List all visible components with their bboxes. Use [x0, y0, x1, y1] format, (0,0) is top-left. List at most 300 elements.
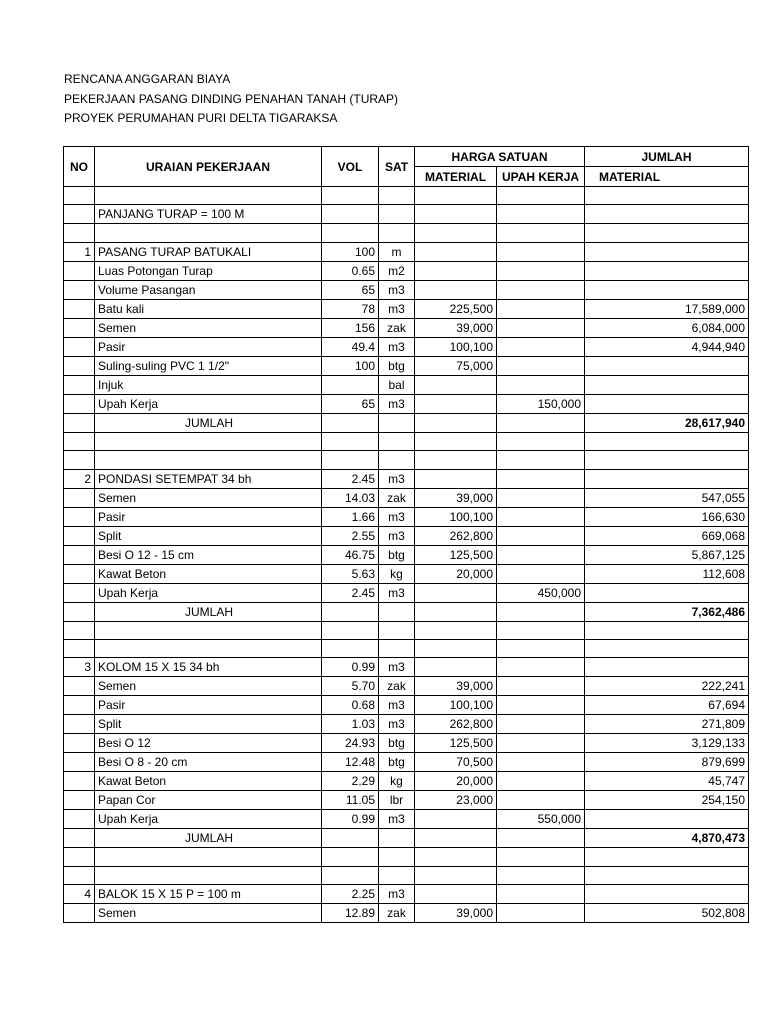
cell-vol: 1.03 — [322, 715, 379, 734]
cell-no — [64, 866, 95, 884]
cell-jumlah-material: 6,084,000 — [585, 318, 749, 337]
cell-harga-upah — [497, 545, 585, 564]
cell-jumlah-material: 5,867,125 — [585, 545, 749, 564]
table-row — [64, 639, 749, 657]
cell-vol: 0.99 — [322, 658, 379, 677]
cell-sat: m2 — [379, 261, 415, 280]
cell-no — [64, 526, 95, 545]
cell-harga-upah — [497, 299, 585, 318]
cell-sat: btg — [379, 734, 415, 753]
cell-sat: m3 — [379, 658, 415, 677]
cell-harga-upah — [497, 526, 585, 545]
cell-no: 1 — [64, 242, 95, 261]
cell-jumlah-material — [585, 848, 749, 866]
cell-sat: zak — [379, 318, 415, 337]
table-row — [64, 318, 749, 337]
table-row — [64, 187, 749, 205]
cell-sat — [379, 848, 415, 866]
cell-no — [64, 224, 95, 242]
table-row — [64, 658, 749, 677]
table-row — [64, 280, 749, 299]
rab-table — [63, 146, 749, 923]
cell-harga-material: 39,000 — [415, 904, 497, 923]
cell-harga-upah — [497, 224, 585, 242]
cell-harga-upah — [497, 413, 585, 432]
cell-no — [64, 639, 95, 657]
cell-harga-material: 225,500 — [415, 299, 497, 318]
table-row — [64, 848, 749, 866]
cell-harga-upah — [497, 375, 585, 394]
cell-no — [64, 696, 95, 715]
cell-vol: 156 — [322, 318, 379, 337]
cell-jumlah-material: 3,129,133 — [585, 734, 749, 753]
cell-vol: 65 — [322, 280, 379, 299]
cell-harga-material — [415, 885, 497, 904]
cell-sat — [379, 621, 415, 639]
table-row — [64, 791, 749, 810]
cell-harga-upah — [497, 242, 585, 261]
cell-uraian: Semen — [95, 904, 322, 923]
cell-uraian — [95, 224, 322, 242]
cell-jumlah-material — [585, 621, 749, 639]
cell-no — [64, 394, 95, 413]
cell-sat: m3 — [379, 810, 415, 829]
table-row — [64, 375, 749, 394]
cell-harga-material — [415, 583, 497, 602]
cell-uraian: KOLOM 15 X 15 34 bh — [95, 658, 322, 677]
cell-uraian: Semen — [95, 677, 322, 696]
cell-vol: 0.68 — [322, 696, 379, 715]
cell-harga-upah — [497, 488, 585, 507]
cell-jumlah-material: 17,589,000 — [585, 299, 749, 318]
cell-vol — [322, 375, 379, 394]
table-row — [64, 526, 749, 545]
cell-vol: 1.66 — [322, 507, 379, 526]
cell-uraian: PANJANG TURAP = 100 M — [95, 205, 322, 224]
title-line-1: RENCANA ANGGARAN BIAYA — [64, 72, 231, 86]
cell-vol — [322, 187, 379, 205]
table-row — [64, 205, 749, 224]
cell-jumlah-material: 254,150 — [585, 791, 749, 810]
cell-harga-material: 100,100 — [415, 337, 497, 356]
cell-sat: m3 — [379, 394, 415, 413]
cell-sat: bal — [379, 375, 415, 394]
cell-vol: 2.45 — [322, 469, 379, 488]
cell-vol: 49.4 — [322, 337, 379, 356]
cell-no — [64, 356, 95, 375]
cell-jumlah-material: 271,809 — [585, 715, 749, 734]
cell-jumlah-material — [585, 205, 749, 224]
table-row — [64, 772, 749, 791]
cell-no — [64, 507, 95, 526]
header-vol: VOL — [322, 147, 379, 187]
cell-harga-upah: 450,000 — [497, 583, 585, 602]
cell-no — [64, 772, 95, 791]
cell-harga-upah — [497, 715, 585, 734]
cell-harga-material: 125,500 — [415, 734, 497, 753]
cell-harga-upah — [497, 658, 585, 677]
cell-harga-upah — [497, 602, 585, 621]
cell-no — [64, 187, 95, 205]
cell-uraian: PASANG TURAP BATUKALI — [95, 242, 322, 261]
cell-no — [64, 904, 95, 923]
cell-vol: 24.93 — [322, 734, 379, 753]
table-row — [64, 677, 749, 696]
header-jumlah: JUMLAH — [585, 147, 749, 167]
cell-harga-upah — [497, 451, 585, 469]
cell-no — [64, 715, 95, 734]
table-row — [64, 432, 749, 450]
table-row — [64, 696, 749, 715]
header-material-jumlah: MATERIAL — [585, 167, 749, 187]
cell-no — [64, 280, 95, 299]
cell-no — [64, 583, 95, 602]
cell-harga-material — [415, 375, 497, 394]
spreadsheet — [63, 146, 745, 946]
cell-uraian: Pasir — [95, 696, 322, 715]
cell-vol — [322, 848, 379, 866]
cell-harga-upah — [497, 791, 585, 810]
cell-jumlah-material: 28,617,940 — [585, 413, 749, 432]
cell-no — [64, 318, 95, 337]
cell-vol — [322, 224, 379, 242]
cell-harga-upah — [497, 507, 585, 526]
cell-sat: m3 — [379, 507, 415, 526]
table-row — [64, 299, 749, 318]
table-row — [64, 753, 749, 772]
cell-vol — [322, 432, 379, 450]
cell-jumlah-material — [585, 658, 749, 677]
cell-uraian: Injuk — [95, 375, 322, 394]
cell-harga-material — [415, 242, 497, 261]
cell-harga-upah — [497, 848, 585, 866]
cell-harga-material — [415, 451, 497, 469]
cell-uraian: Split — [95, 715, 322, 734]
cell-harga-material: 100,100 — [415, 696, 497, 715]
cell-harga-material — [415, 261, 497, 280]
cell-jumlah-material — [585, 810, 749, 829]
cell-vol: 12.89 — [322, 904, 379, 923]
cell-sat: m — [379, 242, 415, 261]
cell-jumlah-material: 7,362,486 — [585, 602, 749, 621]
cell-harga-upah — [497, 280, 585, 299]
cell-uraian: PONDASI SETEMPAT 34 bh — [95, 469, 322, 488]
cell-harga-material — [415, 866, 497, 884]
cell-vol — [322, 866, 379, 884]
cell-harga-material: 75,000 — [415, 356, 497, 375]
cell-sat: m3 — [379, 583, 415, 602]
cell-jumlah-material: 166,630 — [585, 507, 749, 526]
cell-harga-upah — [497, 621, 585, 639]
cell-no: 2 — [64, 469, 95, 488]
cell-uraian — [95, 848, 322, 866]
cell-uraian: Upah Kerja — [95, 583, 322, 602]
cell-no — [64, 810, 95, 829]
header-uraian: URAIAN PEKERJAAN — [95, 147, 322, 187]
cell-harga-upah — [497, 261, 585, 280]
cell-harga-material — [415, 658, 497, 677]
cell-jumlah-material — [585, 885, 749, 904]
cell-harga-material — [415, 621, 497, 639]
cell-no — [64, 488, 95, 507]
cell-harga-upah — [497, 866, 585, 884]
table-row — [64, 507, 749, 526]
cell-harga-material — [415, 280, 497, 299]
cell-vol — [322, 829, 379, 848]
cell-sat: kg — [379, 772, 415, 791]
header-no: NO — [64, 147, 95, 187]
cell-uraian: Volume Pasangan — [95, 280, 322, 299]
cell-vol: 14.03 — [322, 488, 379, 507]
table-row — [64, 564, 749, 583]
cell-vol: 78 — [322, 299, 379, 318]
cell-harga-material — [415, 205, 497, 224]
cell-harga-material: 262,800 — [415, 715, 497, 734]
cell-sat: lbr — [379, 791, 415, 810]
cell-harga-material — [415, 394, 497, 413]
cell-jumlah-material — [585, 280, 749, 299]
cell-uraian: JUMLAH — [95, 413, 322, 432]
cell-no — [64, 621, 95, 639]
cell-harga-upah — [497, 639, 585, 657]
cell-uraian: Kawat Beton — [95, 564, 322, 583]
table-row — [64, 469, 749, 488]
cell-no: 4 — [64, 885, 95, 904]
cell-sat: m3 — [379, 337, 415, 356]
cell-harga-material: 100,100 — [415, 507, 497, 526]
cell-vol: 100 — [322, 242, 379, 261]
cell-harga-upah — [497, 337, 585, 356]
cell-jumlah-material — [585, 432, 749, 450]
table-row — [64, 602, 749, 621]
cell-sat — [379, 829, 415, 848]
cell-harga-upah — [497, 318, 585, 337]
cell-harga-material — [415, 848, 497, 866]
cell-sat — [379, 224, 415, 242]
cell-uraian: Besi O 8 - 20 cm — [95, 753, 322, 772]
table-row — [64, 356, 749, 375]
cell-jumlah-material: 669,068 — [585, 526, 749, 545]
cell-harga-upah — [497, 205, 585, 224]
cell-sat: m3 — [379, 696, 415, 715]
cell-vol: 100 — [322, 356, 379, 375]
cell-vol: 5.70 — [322, 677, 379, 696]
cell-vol: 0.99 — [322, 810, 379, 829]
cell-harga-upah — [497, 885, 585, 904]
cell-jumlah-material: 547,055 — [585, 488, 749, 507]
cell-no — [64, 753, 95, 772]
cell-harga-upah — [497, 564, 585, 583]
cell-uraian: Batu kali — [95, 299, 322, 318]
cell-vol — [322, 602, 379, 621]
cell-harga-upah — [497, 187, 585, 205]
cell-harga-material: 125,500 — [415, 545, 497, 564]
cell-uraian — [95, 866, 322, 884]
cell-harga-upah — [497, 432, 585, 450]
cell-uraian: Semen — [95, 318, 322, 337]
cell-sat: zak — [379, 677, 415, 696]
cell-sat: kg — [379, 564, 415, 583]
cell-sat: m3 — [379, 299, 415, 318]
cell-harga-upah — [497, 677, 585, 696]
cell-vol: 2.25 — [322, 885, 379, 904]
cell-vol — [322, 205, 379, 224]
cell-harga-material — [415, 810, 497, 829]
cell-uraian — [95, 639, 322, 657]
cell-harga-material: 39,000 — [415, 677, 497, 696]
table-row — [64, 904, 749, 923]
cell-vol: 2.29 — [322, 772, 379, 791]
cell-vol: 2.45 — [322, 583, 379, 602]
document-titles — [64, 70, 398, 129]
cell-no — [64, 261, 95, 280]
cell-uraian — [95, 432, 322, 450]
table-row — [64, 885, 749, 904]
cell-sat — [379, 602, 415, 621]
cell-jumlah-material — [585, 224, 749, 242]
cell-harga-material: 23,000 — [415, 791, 497, 810]
cell-harga-material: 70,500 — [415, 753, 497, 772]
cell-sat: m3 — [379, 469, 415, 488]
cell-uraian: JUMLAH — [95, 602, 322, 621]
header-upah-kerja: UPAH KERJA — [497, 167, 585, 187]
cell-uraian: Kawat Beton — [95, 772, 322, 791]
cell-jumlah-material — [585, 356, 749, 375]
cell-no — [64, 375, 95, 394]
cell-jumlah-material: 502,808 — [585, 904, 749, 923]
cell-sat: btg — [379, 356, 415, 375]
cell-no — [64, 413, 95, 432]
cell-jumlah-material: 4,944,940 — [585, 337, 749, 356]
cell-vol — [322, 451, 379, 469]
cell-harga-material: 39,000 — [415, 318, 497, 337]
cell-harga-material — [415, 602, 497, 621]
cell-harga-material: 20,000 — [415, 564, 497, 583]
table-row — [64, 394, 749, 413]
cell-uraian: Semen — [95, 488, 322, 507]
cell-sat: zak — [379, 488, 415, 507]
cell-uraian: Upah Kerja — [95, 810, 322, 829]
cell-sat — [379, 432, 415, 450]
cell-sat — [379, 639, 415, 657]
cell-harga-material: 262,800 — [415, 526, 497, 545]
cell-sat — [379, 866, 415, 884]
cell-vol — [322, 639, 379, 657]
table-row — [64, 261, 749, 280]
cell-no — [64, 677, 95, 696]
cell-sat: btg — [379, 753, 415, 772]
cell-uraian — [95, 451, 322, 469]
cell-harga-material — [415, 413, 497, 432]
cell-no — [64, 451, 95, 469]
cell-harga-upah — [497, 734, 585, 753]
table-row — [64, 810, 749, 829]
cell-harga-material — [415, 187, 497, 205]
cell-uraian: Papan Cor — [95, 791, 322, 810]
cell-jumlah-material — [585, 639, 749, 657]
cell-vol: 11.05 — [322, 791, 379, 810]
cell-no — [64, 337, 95, 356]
cell-sat: m3 — [379, 715, 415, 734]
header-harga-satuan: HARGA SATUAN — [415, 147, 585, 167]
cell-jumlah-material — [585, 451, 749, 469]
cell-uraian: Besi O 12 - 15 cm — [95, 545, 322, 564]
cell-no — [64, 545, 95, 564]
cell-no — [64, 602, 95, 621]
cell-no — [64, 848, 95, 866]
cell-no — [64, 299, 95, 318]
title-line-3: PROYEK PERUMAHAN PURI DELTA TIGARAKSA — [64, 111, 338, 125]
header-sat: SAT — [379, 147, 415, 187]
cell-harga-material: 20,000 — [415, 772, 497, 791]
cell-vol — [322, 621, 379, 639]
title-line-2: PEKERJAAN PASANG DINDING PENAHAN TANAH (TURAP) — [64, 91, 399, 106]
cell-no — [64, 791, 95, 810]
cell-uraian: Pasir — [95, 507, 322, 526]
table-row — [64, 488, 749, 507]
cell-uraian — [95, 187, 322, 205]
cell-harga-material: 39,000 — [415, 488, 497, 507]
table-row — [64, 451, 749, 469]
cell-no — [64, 564, 95, 583]
cell-jumlah-material — [585, 261, 749, 280]
cell-harga-upah — [497, 772, 585, 791]
cell-harga-upah — [497, 829, 585, 848]
cell-sat: m3 — [379, 885, 415, 904]
cell-jumlah-material: 222,241 — [585, 677, 749, 696]
cell-harga-upah — [497, 753, 585, 772]
cell-harga-material — [415, 639, 497, 657]
cell-jumlah-material: 67,694 — [585, 696, 749, 715]
cell-jumlah-material: 112,608 — [585, 564, 749, 583]
table-row — [64, 734, 749, 753]
cell-uraian: JUMLAH — [95, 829, 322, 848]
cell-harga-material — [415, 469, 497, 488]
cell-jumlah-material — [585, 242, 749, 261]
cell-jumlah-material — [585, 187, 749, 205]
cell-jumlah-material — [585, 469, 749, 488]
cell-jumlah-material — [585, 394, 749, 413]
cell-sat — [379, 205, 415, 224]
cell-sat — [379, 413, 415, 432]
table-row — [64, 242, 749, 261]
table-row — [64, 829, 749, 848]
cell-uraian: Upah Kerja — [95, 394, 322, 413]
cell-vol: 0.65 — [322, 261, 379, 280]
cell-jumlah-material — [585, 866, 749, 884]
cell-sat: m3 — [379, 526, 415, 545]
cell-jumlah-material — [585, 375, 749, 394]
cell-sat — [379, 451, 415, 469]
cell-harga-material — [415, 224, 497, 242]
cell-jumlah-material: 4,870,473 — [585, 829, 749, 848]
cell-jumlah-material: 879,699 — [585, 753, 749, 772]
cell-uraian: BALOK 15 X 15 P = 100 m — [95, 885, 322, 904]
cell-no — [64, 432, 95, 450]
cell-harga-upah — [497, 904, 585, 923]
cell-harga-upah — [497, 356, 585, 375]
cell-uraian: Luas Potongan Turap — [95, 261, 322, 280]
cell-uraian: Split — [95, 526, 322, 545]
cell-vol: 2.55 — [322, 526, 379, 545]
cell-vol — [322, 413, 379, 432]
table-row — [64, 866, 749, 884]
table-body — [64, 187, 749, 923]
cell-harga-upah: 150,000 — [497, 394, 585, 413]
table-row — [64, 715, 749, 734]
cell-harga-material — [415, 829, 497, 848]
cell-harga-upah: 550,000 — [497, 810, 585, 829]
